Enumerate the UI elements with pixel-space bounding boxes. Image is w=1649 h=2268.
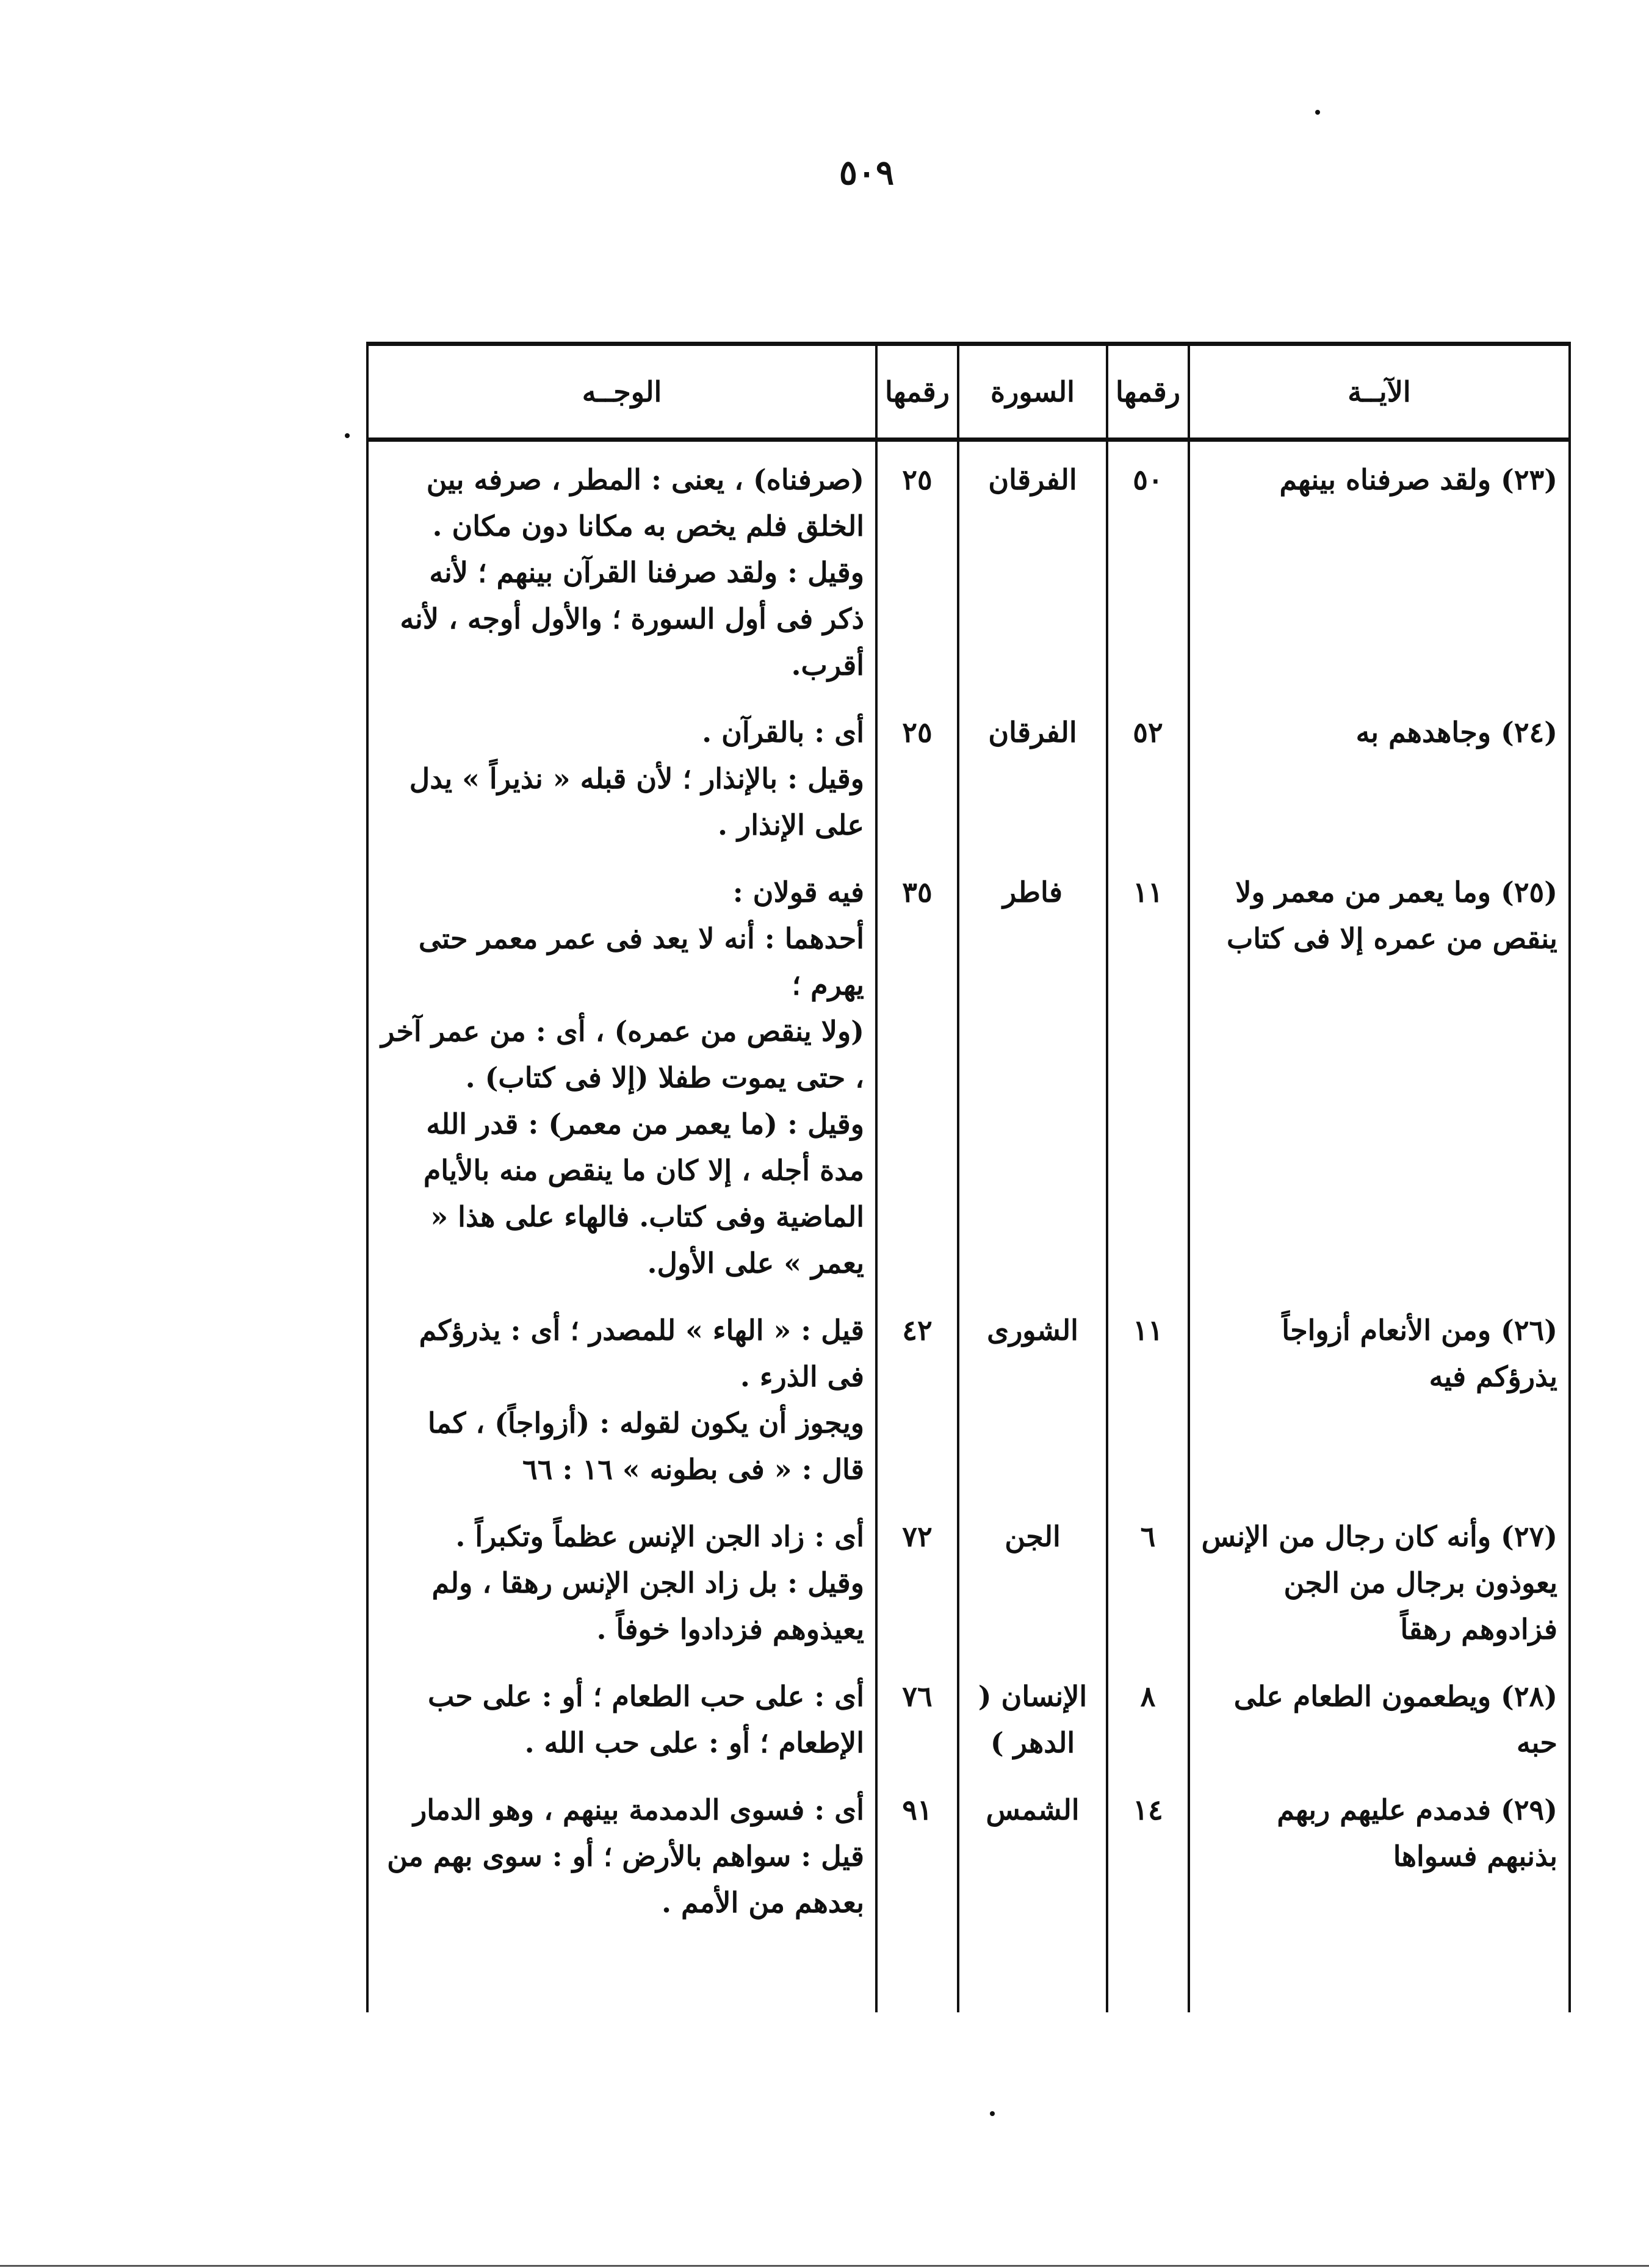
cell-sura-number: ٢٥ (876, 694, 958, 854)
wajh-line: وقيل : ولقد صرفنا القرآن بينهم ؛ لأنه ذكر فى أول السورة ؛ والأول أوجه ، لأنه أقرب. (400, 556, 864, 682)
cell-wajh (367, 1292, 876, 1499)
cell-aya-number: ٦ (1107, 1499, 1189, 1658)
table-row (367, 1292, 1570, 1499)
cell-sura: الإنسان ( الدهر ) (958, 1658, 1107, 1772)
wajh-line: أى : على حب الطعام ؛ أو : على حب الإطعام ؛ أو : على حب الله . (428, 1680, 864, 1759)
cell-wajh (367, 1499, 876, 1658)
table-row (367, 694, 1570, 854)
scan-speck (990, 2111, 995, 2116)
header-sura: السورة (958, 344, 1107, 440)
wajh-line: ويجوز أن يكون لقوله : (أزواجاً) ، كما قال : « فى بطونه » ١٦ : ٦٦ (427, 1406, 864, 1486)
cell-aya: (٢٧) وأنه كان رجال من الإنس يعوذون برجال من الجن فزادوهم رهقاً (1189, 1499, 1570, 1658)
cell-sura-number: ٧٦ (876, 1658, 958, 1772)
wajh-line: (ولا ينقص من عمره) ، أى : من عمر آخر ، حتى يموت طفلا (إلا فى كتاب) . (381, 1015, 864, 1094)
cell-sura-number: ٧٢ (876, 1499, 958, 1658)
cell-aya: (٢٨) ويطعمون الطعام على حبه (1189, 1658, 1570, 1772)
cell-sura-number: ٢٥ (876, 440, 958, 695)
table-row (367, 440, 1570, 695)
cell-aya: (٢٣) ولقد صرفناه بينهم (1189, 440, 1570, 695)
scan-speck (345, 433, 350, 438)
cell-aya-number: ١١ (1107, 854, 1189, 1292)
header-wajh: الوجــه (367, 344, 876, 440)
cell-sura-number: ٣٥ (876, 854, 958, 1292)
table-row (367, 1658, 1570, 1772)
cell-aya-number: ٥٠ (1107, 440, 1189, 695)
table-row (367, 1772, 1570, 2012)
cell-sura: الجن (958, 1499, 1107, 1658)
cell-wajh (367, 1772, 876, 2012)
cell-sura: الشمس (958, 1772, 1107, 2012)
cell-aya: (٢٦) ومن الأنعام أزواجاً يذرؤكم فيه (1189, 1292, 1570, 1499)
cell-aya: (٢٤) وجاهدهم به (1189, 694, 1570, 854)
scan-speck (1315, 110, 1320, 115)
cell-wajh (367, 1658, 876, 1772)
table-header-row (367, 344, 1570, 440)
cell-sura: فاطر (958, 854, 1107, 1292)
page-edge (0, 2265, 1649, 2267)
wajh-line: وقيل : بل زاد الجن الإنس رهقا ، ولم يعيذوهم فزدادوا خوفاً . (431, 1566, 864, 1646)
cell-sura: الفرقان (958, 694, 1107, 854)
cell-sura-number: ٤٢ (876, 1292, 958, 1499)
cell-wajh (367, 694, 876, 854)
header-aya-number: رقمها (1107, 344, 1189, 440)
wajh-line: وقيل : بالإنذار ؛ لأن قبله « نذيراً » يدل على الإنذار . (409, 762, 864, 841)
header-aya: الآيــة (1189, 344, 1570, 440)
wajh-line: أى : بالقرآن . (702, 716, 864, 749)
cell-aya: (٢٩) فدمدم عليهم ربهم بذنبهم فسواها (1189, 1772, 1570, 2012)
table-body (367, 440, 1570, 2013)
wajh-line: أى : فسوى الدمدمة بينهم ، وهو الدمار (413, 1793, 864, 1826)
cell-sura: الشورى (958, 1292, 1107, 1499)
wajh-line: قيل : سواهم بالأرض ؛ أو : سوى بهم من بعدهم من الأمم . (387, 1840, 864, 1919)
cell-aya-number: ٥٢ (1107, 694, 1189, 854)
cell-wajh (367, 854, 876, 1292)
cell-aya-number: ١١ (1107, 1292, 1189, 1499)
page-number: ٥٠٩ (839, 153, 895, 193)
cell-aya-number: ٨ (1107, 1658, 1189, 1772)
wajh-line: أى : زاد الجن الإنس عظماً وتكبراً . (455, 1520, 864, 1553)
wajh-line: فيه قولان : (732, 876, 864, 909)
cell-aya-number: ١٤ (1107, 1772, 1189, 2012)
cell-sura-number: ٩١ (876, 1772, 958, 2012)
tafsir-table-container (366, 342, 1557, 1959)
wajh-line: (صرفناه) ، يعنى : المطر ، صرفه بين الخلق فلم يخص به مكانا دون مكان . (426, 463, 864, 542)
wajh-line: أحدهما : أنه لا يعد فى عمر معمر حتى يهرم ؛ (418, 922, 864, 1001)
tafsir-table (366, 342, 1571, 2012)
cell-wajh (367, 440, 876, 695)
cell-sura: الفرقان (958, 440, 1107, 695)
wajh-line: قيل : « الهاء » للمصدر ؛ أى : يذرؤكم فى الذرء . (419, 1314, 864, 1393)
table-row (367, 1499, 1570, 1658)
table-row (367, 854, 1570, 1292)
wajh-line: وقيل : (ما يعمر من معمر) : قدر الله مدة أجله ، إلا كان ما ينقص منه بالأيام الماضية وفى كتاب. فالهاء على هذا « يعمر » على الأول. (423, 1107, 864, 1280)
cell-aya: (٢٥) وما يعمر من معمر ولا ينقص من عمره إلا فى كتاب (1189, 854, 1570, 1292)
header-sura-number: رقمها (876, 344, 958, 440)
